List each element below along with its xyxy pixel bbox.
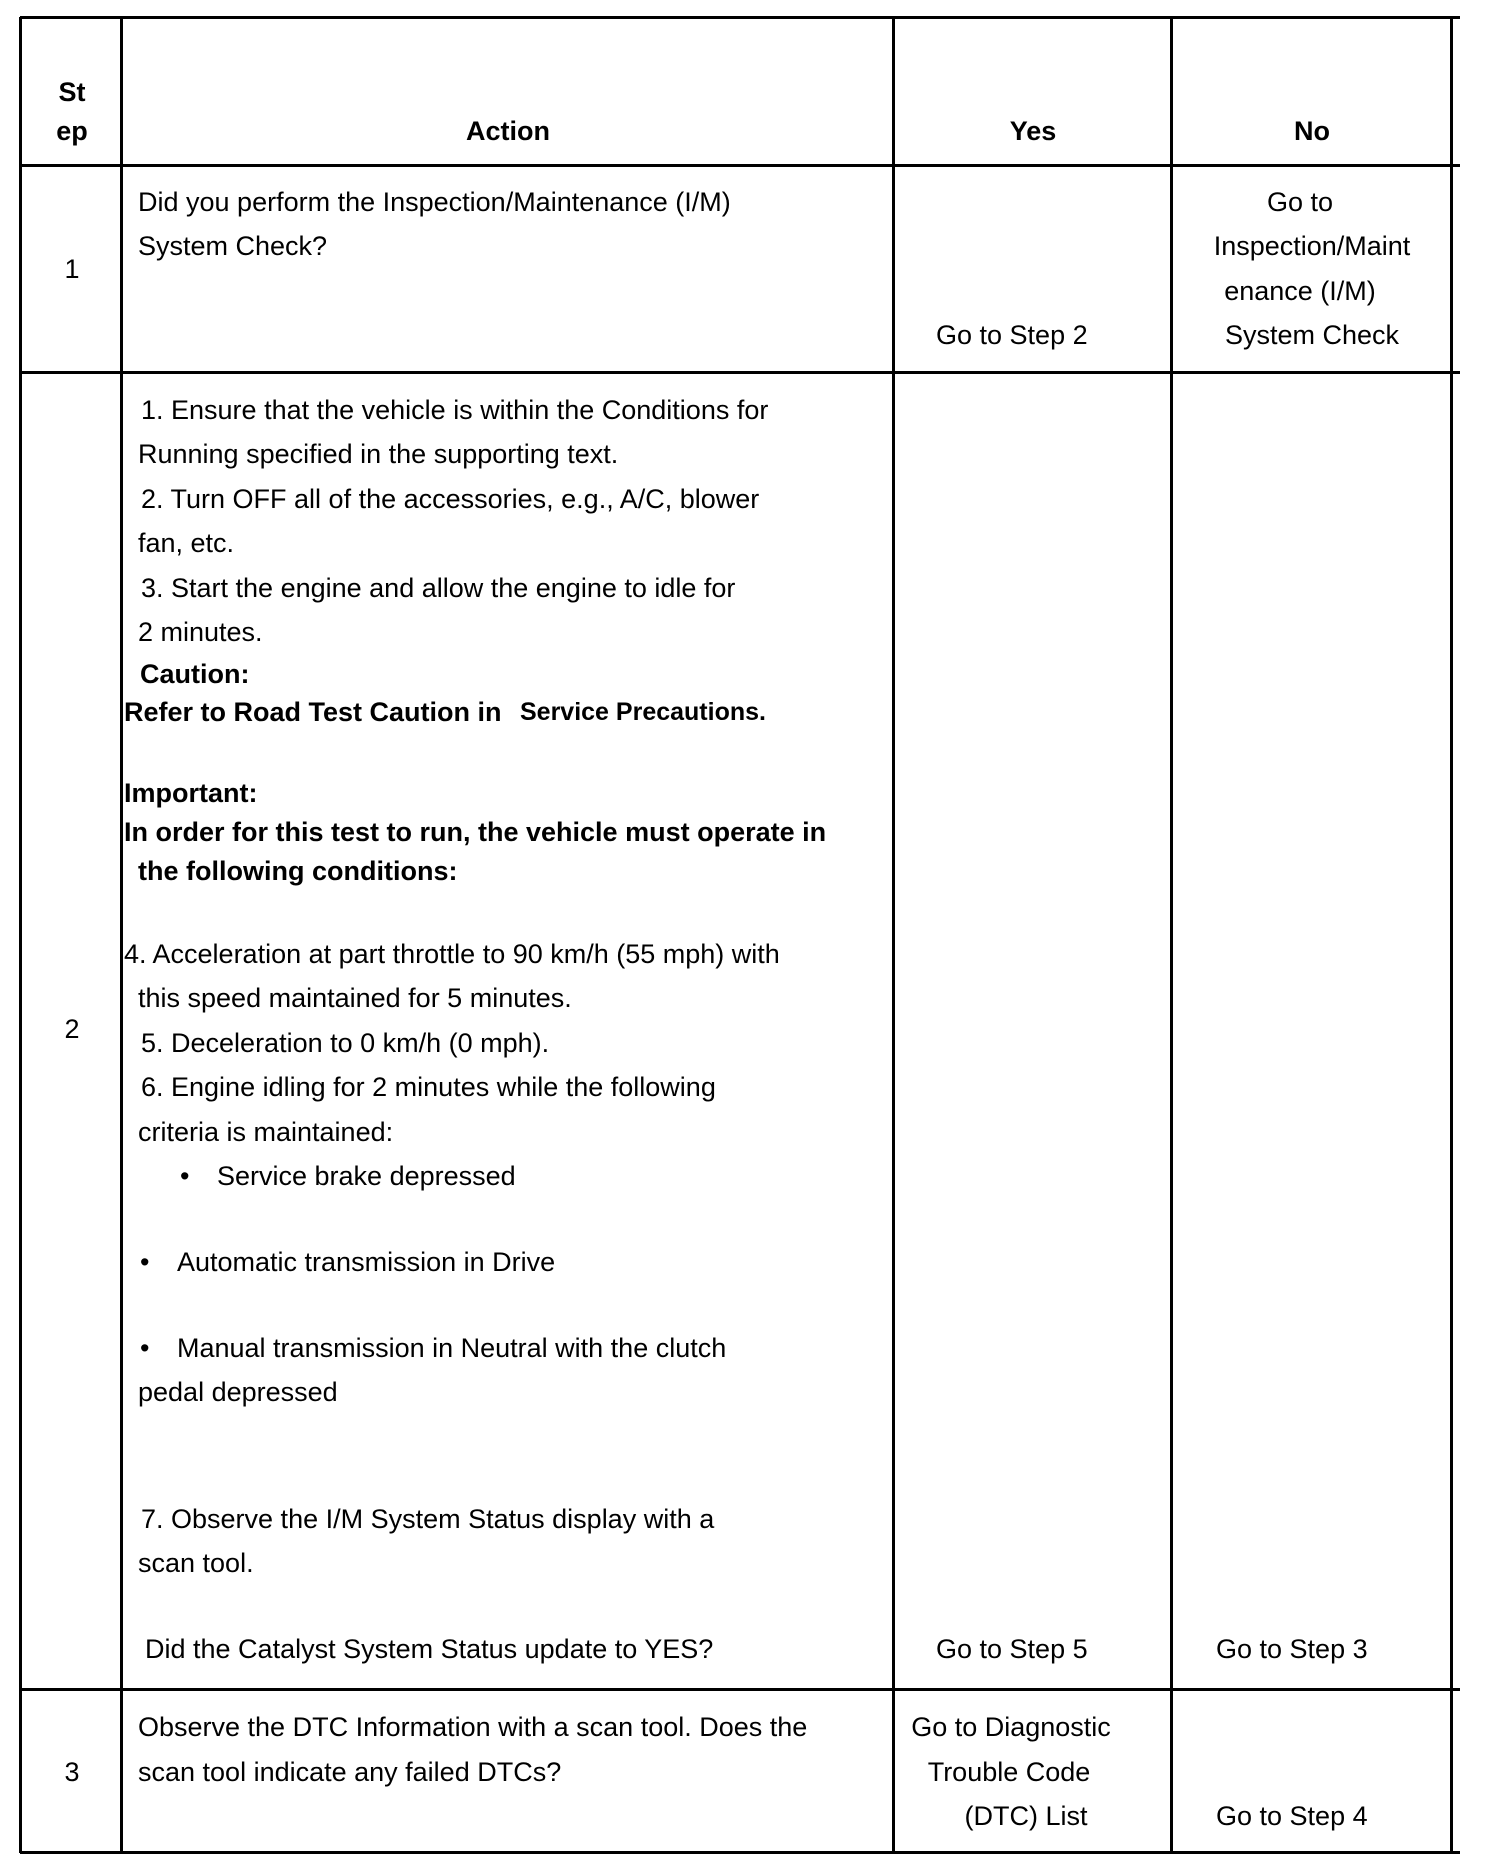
header-no: No: [1294, 116, 1330, 146]
row2-item6-line1: 6. Engine idling for 2 minutes while the following: [141, 1072, 716, 1102]
row3-yes-line2: Trouble Code: [927, 1757, 1091, 1787]
row3-action-line1: Observe the DTC Information with a scan tool. Does the: [138, 1712, 808, 1742]
row2-item1-line1: 1. Ensure that the vehicle is within the Conditions for: [141, 395, 769, 425]
table-border-bottom: [20, 1851, 1460, 1854]
row-divider-1: [20, 371, 1460, 374]
row2-caution-title: Caution:: [140, 659, 250, 689]
row2-item4-line2: this speed maintained for 5 minutes.: [138, 983, 572, 1013]
row2-bullet3-cont: pedal depressed: [138, 1377, 338, 1407]
row2-step: 2: [64, 1014, 80, 1044]
row2-caution-text-b: Service Precautions.: [520, 698, 766, 726]
row2-yes: Go to Step 5: [936, 1634, 1088, 1664]
column-divider-yes: [892, 17, 895, 1853]
table-border-left: [19, 17, 22, 1853]
table-border-right: [1450, 17, 1453, 1853]
row2-item4-line1: 4. Acceleration at part throttle to 90 km/h (55 mph) with: [124, 939, 780, 969]
row3-action-line2: scan tool indicate any failed DTCs?: [138, 1757, 562, 1787]
column-divider-action: [120, 17, 123, 1853]
row2-no: Go to Step 3: [1216, 1634, 1368, 1664]
row2-item3-line1: 3. Start the engine and allow the engine to idle for: [141, 573, 736, 603]
row2-important-line2: the following conditions:: [138, 856, 458, 886]
header-step-line2: ep: [56, 116, 88, 146]
row2-item6-line2: criteria is maintained:: [138, 1117, 394, 1147]
row1-action-line2: System Check?: [138, 231, 328, 261]
row2-item3-line2: 2 minutes.: [138, 617, 263, 647]
row2-important-title: Important:: [124, 778, 258, 808]
row2-bullet2-marker: •: [140, 1247, 150, 1277]
header-step-line1: St: [58, 77, 86, 107]
row1-no-line1: Go to: [1266, 187, 1334, 217]
row3-step: 3: [64, 1757, 80, 1787]
header-yes: Yes: [1009, 116, 1057, 146]
row-divider-2: [20, 1688, 1460, 1691]
row3-yes-line3: (DTC) List: [964, 1801, 1088, 1831]
row2-important-line1: In order for this test to run, the vehicle must operate in: [124, 817, 827, 847]
row2-bullet3-marker: •: [140, 1333, 150, 1363]
row2-item5: 5. Deceleration to 0 km/h (0 mph).: [141, 1028, 550, 1058]
row2-item7-line1: 7. Observe the I/M System Status display with a: [141, 1504, 715, 1534]
row2-item1-line2: Running specified in the supporting text.: [138, 439, 619, 469]
row1-step: 1: [64, 254, 80, 284]
row1-action-line1: Did you perform the Inspection/Maintenance (I/M): [138, 187, 731, 217]
row2-item2-line2: fan, etc.: [138, 528, 235, 558]
row3-yes-line1: Go to Diagnostic: [911, 1712, 1111, 1742]
row1-no-line2: Inspection/Maint: [1213, 231, 1411, 261]
header-action: Action: [466, 116, 550, 146]
row1-yes: Go to Step 2: [936, 320, 1088, 350]
table-border-top: [20, 16, 1460, 19]
row3-no: Go to Step 4: [1216, 1801, 1368, 1831]
row1-no-line3: enance (I/M): [1224, 276, 1376, 306]
row2-item2-line1: 2. Turn OFF all of the accessories, e.g., A/C, blower: [141, 484, 760, 514]
row1-no-line4: System Check: [1224, 320, 1400, 350]
row2-bullet1-marker: •: [180, 1161, 190, 1191]
row2-caution-text-a: Refer to Road Test Caution in: [124, 697, 502, 727]
row2-bullet2: Automatic transmission in Drive: [177, 1247, 556, 1277]
row2-question: Did the Catalyst System Status update to YES?: [145, 1634, 714, 1664]
header-divider: [20, 164, 1460, 167]
row2-bullet3: Manual transmission in Neutral with the clutch: [177, 1333, 727, 1363]
row2-item7-line2: scan tool.: [138, 1548, 254, 1578]
row2-bullet1: Service brake depressed: [217, 1161, 516, 1191]
